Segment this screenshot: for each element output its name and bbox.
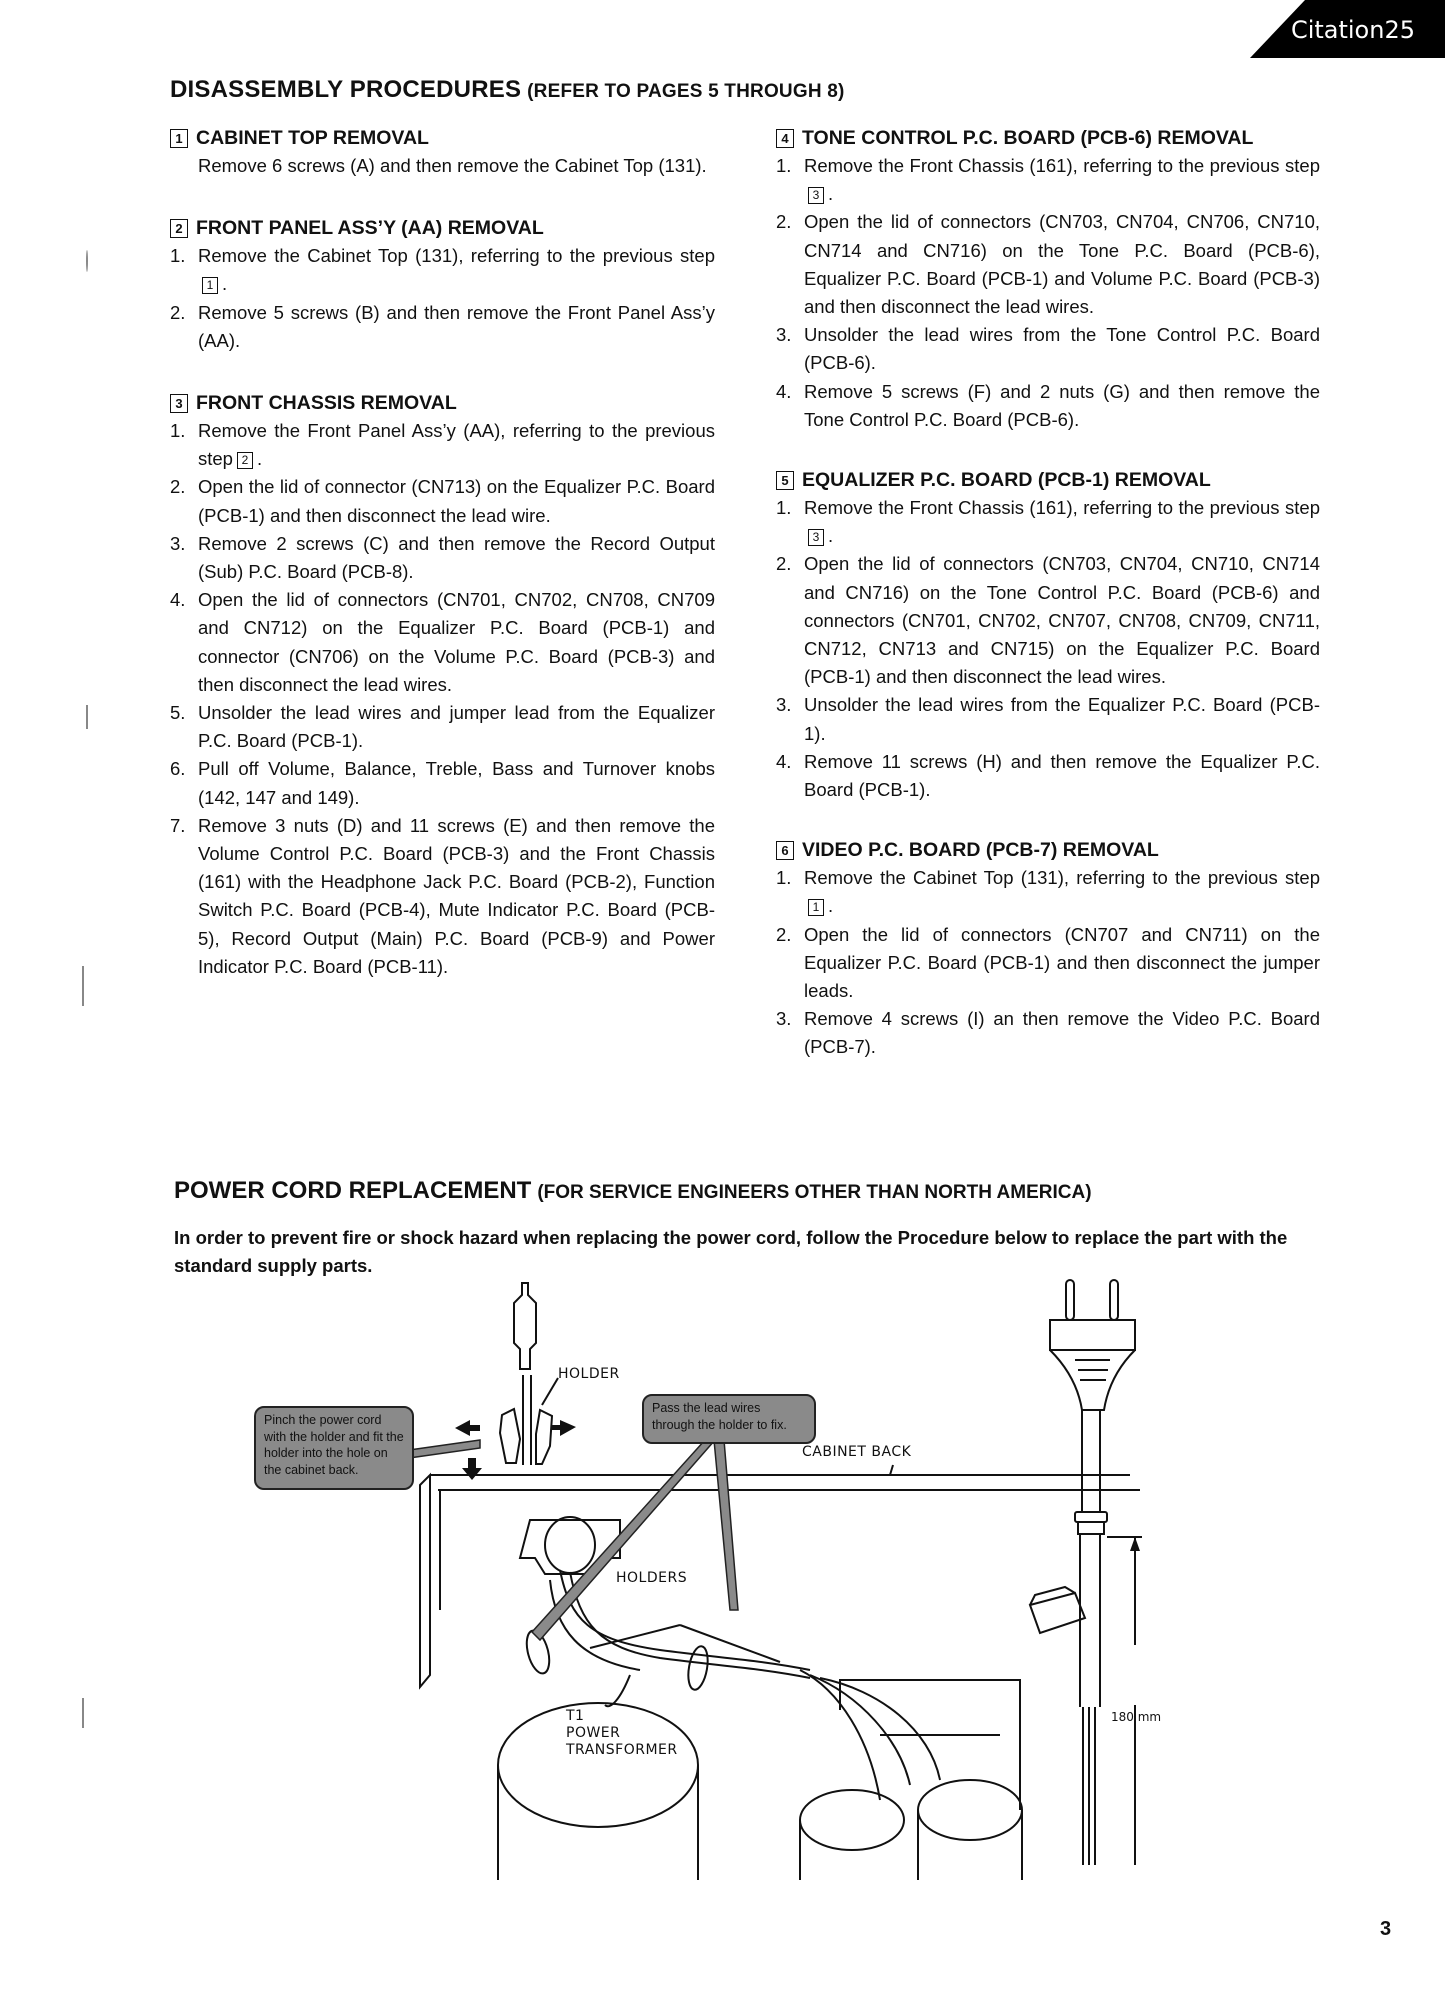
page-number: 3 <box>1380 1918 1392 1940</box>
step-text: Remove 4 screws (I) an then remove the Video P.C. Board (PCB-7). <box>804 1008 1320 1058</box>
step-text-end: . <box>256 448 263 470</box>
step-number-box: 3 <box>170 394 188 413</box>
wiring-illustration <box>240 1280 1140 1880</box>
step-item <box>776 208 1320 321</box>
page-title <box>170 76 845 104</box>
step-number-box: 6 <box>776 841 794 860</box>
step-item <box>170 812 715 981</box>
dimension-label: 180 mm <box>1111 1710 1162 1724</box>
step-num: 3. <box>776 324 792 346</box>
step-text: Open the lid of connectors (CN703, CN704, CN710, CN714 and CN716) on the Tone Control P.C. Board (PCB-6) and connectors (CN701, CN702, CN707, CN708, CN709, CN711, CN712, CN713 and CN715) on the Equalizer P.C. Board (PCB-1) and then disconnect the lead wires. <box>804 553 1320 688</box>
step-text <box>198 417 715 473</box>
step-num: 6. <box>170 758 186 780</box>
step-ref-box: 1 <box>808 899 824 916</box>
step-num: 7. <box>170 814 186 836</box>
step-text-main: Remove the Front Chassis (161), referring to the previous step <box>804 497 1320 519</box>
section-title: FRONT PANEL ASS’Y (AA) REMOVAL <box>196 217 544 240</box>
arrow-left-icon <box>552 1420 576 1436</box>
power-cord-drawing <box>1020 1275 1220 1865</box>
step-item <box>776 921 1320 1006</box>
section-cabinet-top <box>170 124 715 180</box>
step-item <box>776 494 1320 550</box>
label-transformer-text: TRANSFORMER <box>566 1742 678 1758</box>
section-heading <box>170 124 715 152</box>
step-num: 2. <box>776 211 792 233</box>
scan-speck <box>82 1698 84 1728</box>
step-item <box>776 378 1320 434</box>
section-heading <box>776 836 1320 864</box>
step-text: Open the lid of connectors (CN707 and CN711) on the Equalizer P.C. Board (PCB-1) and then disconnect the jumper leads. <box>804 923 1320 1002</box>
step-item <box>170 473 715 529</box>
step-num: 1. <box>776 867 792 889</box>
section-title: CABINET TOP REMOVAL <box>196 127 429 149</box>
step-text: Remove 5 screws (B) and then remove the Front Panel Ass’y (AA). <box>198 301 715 351</box>
step-text: Open the lid of connectors (CN703, CN704, CN706, CN710, CN714 and CN716) on the Tone P.C. Board (PCB-6), Equalizer P.C. Board (PCB-1) and Volume P.C. Board (PCB-3) and then disconnect the lead wires. <box>804 211 1320 318</box>
step-text-end: . <box>828 183 834 205</box>
power-cord-illustration <box>1020 1275 1220 1865</box>
step-text: Remove 2 screws (C) and then remove the Record Output (Sub) P.C. Board (PCB-8). <box>198 532 715 583</box>
step-num: 4. <box>170 589 186 611</box>
step-ref-box: 3 <box>808 529 824 546</box>
step-item <box>170 699 715 755</box>
step-item <box>170 755 715 811</box>
step-text-end: . <box>222 273 228 295</box>
label-holder: HOLDER <box>558 1366 620 1382</box>
title-main: DISASSEMBLY PROCEDURES <box>170 76 522 103</box>
callout-pinch <box>254 1406 414 1490</box>
section-heading <box>776 466 1320 494</box>
step-text: Remove 5 screws (F) and 2 nuts (G) and then remove the Tone Control P.C. Board (PCB-6). <box>804 380 1320 430</box>
step-list <box>776 494 1320 804</box>
step-text: Unsolder the lead wires from the Tone Control P.C. Board (PCB-6). <box>804 324 1320 374</box>
step-text-main: Remove the Cabinet Top (131), referring to the previous step <box>198 245 715 267</box>
power-cord-intro: In order to prevent fire or shock hazard when replacing the power cord, follow the Procedure below to replace the part with the standard supply parts. <box>174 1227 1288 1276</box>
step-item <box>170 299 715 355</box>
step-item <box>776 152 1320 208</box>
step-text-main: Remove the Front Chassis (161), referring to the previous step <box>804 155 1320 176</box>
section-heading <box>170 214 715 242</box>
step-num: 1. <box>170 245 186 267</box>
step-num: 1. <box>776 155 792 176</box>
step-num: 2. <box>776 553 792 575</box>
step-item <box>170 586 715 699</box>
step-text-end: . <box>828 525 834 547</box>
label-cabinet-back: CABINET BACK <box>802 1444 912 1460</box>
section-title: EQUALIZER P.C. BOARD (PCB-1) REMOVAL <box>802 469 1211 492</box>
step-ref-box: 2 <box>237 452 253 469</box>
step-item <box>776 864 1320 920</box>
label-transformer <box>566 1708 678 1759</box>
step-number-box: 1 <box>170 129 188 148</box>
step-text <box>198 242 715 298</box>
step-item <box>170 242 715 298</box>
step-item <box>776 550 1320 691</box>
section-title: FRONT CHASSIS REMOVAL <box>196 392 457 415</box>
label-power: POWER <box>566 1725 621 1741</box>
step-num: 2. <box>170 476 186 498</box>
arrow-right-icon <box>455 1420 480 1436</box>
step-text-main: Remove the Front Panel Ass’y (AA), referring to the previous step <box>198 420 715 470</box>
step-item <box>776 748 1320 804</box>
title-subtitle: (REFER TO PAGES 5 THROUGH 8) <box>527 81 845 102</box>
section-title: TONE CONTROL P.C. BOARD (PCB-6) REMOVAL <box>802 127 1254 149</box>
step-text: Unsolder the lead wires from the Equalizer P.C. Board (PCB-1). <box>804 694 1320 744</box>
section-front-panel <box>170 214 715 355</box>
step-ref-box: 3 <box>808 187 824 204</box>
holder-right <box>536 1410 552 1464</box>
arrow-down-icon <box>462 1458 482 1480</box>
section-equalizer <box>776 466 1320 804</box>
scan-speck <box>86 250 88 272</box>
step-text: Unsolder the lead wires and jumper lead from the Equalizer P.C. Board (PCB-1). <box>198 702 715 752</box>
step-num: 2. <box>170 301 186 323</box>
label-holders: HOLDERS <box>616 1570 688 1586</box>
step-num: 5. <box>170 702 186 724</box>
step-number-box: 4 <box>776 129 794 148</box>
label-t1: T1 <box>566 1708 585 1724</box>
step-number-box: 5 <box>776 471 794 490</box>
scan-speck <box>86 705 88 729</box>
step-text: Open the lid of connectors (CN701, CN702, CN708, CN709 and CN712) on the Equalizer P.C. Board (PCB-1) and connector (CN706) on the Volume P.C. Board (PCB-3) and then disconnect the lead wires. <box>198 589 715 695</box>
step-num: 4. <box>776 750 792 772</box>
step-num: 3. <box>776 1008 792 1030</box>
step-item <box>170 530 715 586</box>
step-number-box: 2 <box>170 219 188 238</box>
step-text: Pull off Volume, Balance, Treble, Bass and Turnover knobs (142, 147 and 149). <box>198 758 715 808</box>
step-text <box>804 864 1320 920</box>
scan-speck <box>82 966 84 1006</box>
right-column <box>776 124 1320 1092</box>
step-num: 1. <box>776 497 792 519</box>
step-num: 4. <box>776 380 792 402</box>
step-text-end: . <box>828 895 834 917</box>
step-text: Remove 11 screws (H) and then remove the Equalizer P.C. Board (PCB-1). <box>804 750 1320 801</box>
step-text: Open the lid of connector (CN713) on the Equalizer P.C. Board (PCB-1) and then disconnect the lead wire. <box>198 476 715 526</box>
step-text: Remove 3 nuts (D) and 11 screws (E) and then remove the Volume Control P.C. Board (PCB-3) and the Front Chassis (161) with the Headphone Jack P.C. Board (PCB-2), Function Switch P.C. Board (PCB-4), Mute Indicator P.C. Board (PCB-5), Record Output (Main) P.C. Board (PCB-9) and Power Indicator P.C. Board (PCB-11). <box>198 814 715 977</box>
step-item <box>776 691 1320 747</box>
section-tone-control <box>776 124 1320 434</box>
step-num: 3. <box>776 694 792 716</box>
power-cord-subtitle: (FOR SERVICE ENGINEERS OTHER THAN NORTH AMERICA) <box>537 1182 1092 1203</box>
section-front-chassis <box>170 389 715 981</box>
step-item <box>170 417 715 473</box>
step-num: 3. <box>170 532 186 554</box>
callout-pass-text: Pass the lead wires through the holder to fix. <box>652 1401 787 1432</box>
step-list <box>170 417 715 981</box>
step-list <box>776 152 1320 434</box>
step-num: 2. <box>776 923 792 945</box>
section-heading <box>776 124 1320 152</box>
step-text <box>804 494 1320 550</box>
step-item <box>776 1005 1320 1061</box>
section-video <box>776 836 1320 1061</box>
step-text <box>804 152 1320 208</box>
power-cord-title <box>174 1177 1092 1205</box>
brand-name: Citation25 <box>1290 16 1415 44</box>
power-cord-title-main: POWER CORD REPLACEMENT <box>174 1177 532 1204</box>
brand-tab <box>1250 0 1445 58</box>
section-body: Remove 6 screws (A) and then remove the Cabinet Top (131). <box>198 155 707 176</box>
callout-pass <box>642 1394 816 1444</box>
holder-left <box>500 1409 520 1463</box>
step-list <box>170 242 715 355</box>
dimension-arrow-icon <box>1130 1537 1140 1551</box>
step-ref-box: 1 <box>202 277 218 294</box>
section-heading <box>170 389 715 417</box>
cord-plug-shape <box>514 1283 536 1369</box>
step-list <box>776 864 1320 1061</box>
wiring-diagram <box>240 1280 1140 1880</box>
left-column <box>170 124 715 1011</box>
step-num: 1. <box>170 420 186 442</box>
step-item <box>776 321 1320 377</box>
callout-pinch-text: Pinch the power cord with the holder and fit the holder into the hole on the cabinet back. <box>264 1413 404 1477</box>
section-title: VIDEO P.C. BOARD (PCB-7) REMOVAL <box>802 839 1159 862</box>
step-text-main: Remove the Cabinet Top (131), referring to the previous step <box>804 867 1320 889</box>
